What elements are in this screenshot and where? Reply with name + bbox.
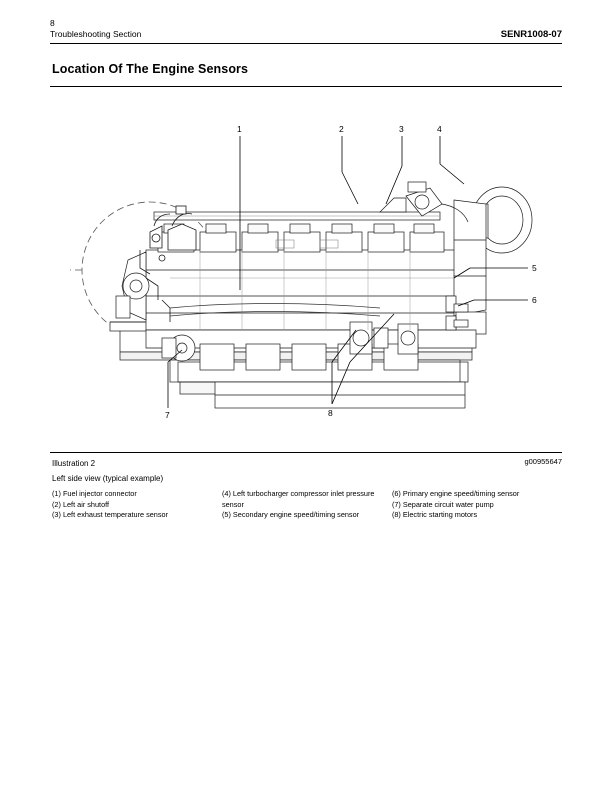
legend-column-3 (392, 489, 562, 521)
callout-8: 8 (328, 408, 333, 418)
legend-item: (1) Fuel injector connector (52, 489, 137, 498)
header-left-block (50, 18, 141, 41)
legend-item: (6) Primary engine speed/timing sensor (391, 489, 520, 498)
callout-5: 5 (532, 263, 537, 273)
legend (52, 489, 562, 521)
header-divider (50, 43, 562, 44)
document-id: SENR1008-07 (500, 28, 562, 40)
legend-column-1 (52, 489, 222, 521)
legend-item: (2) Left air shutoff (52, 499, 110, 509)
illustration-label: Illustration 2 (52, 459, 96, 468)
callout-7: 7 (165, 410, 170, 420)
callout-6: 6 (532, 295, 537, 305)
legend-column-2 (222, 489, 392, 521)
legend-item: (5) Secondary engine speed/timing sensor (221, 510, 360, 520)
callout-4: 4 (437, 124, 442, 134)
engine-illustration (50, 100, 562, 445)
callout-1: 1 (237, 124, 242, 134)
section-name: Troubleshooting Section (50, 29, 142, 40)
page-title: Location Of The Engine Sensors (52, 62, 249, 76)
legend-item: (3) Left exhaust temperature sensor (52, 510, 168, 520)
view-description: Left side view (typical example) (52, 474, 164, 483)
title-divider (50, 86, 562, 87)
graphic-id: g00955647 (524, 457, 562, 466)
legend-item: (8) Electric starting motors (391, 510, 478, 520)
engine-line-drawing (50, 100, 562, 445)
legend-item: (4) Left turbocharger compressor inlet pressure sensor (221, 489, 375, 509)
legend-item: (7) Separate circuit water pump (391, 499, 494, 509)
caption-divider (50, 452, 562, 453)
page-number: 8 (50, 18, 55, 28)
callout-2: 2 (339, 124, 344, 134)
page-header (50, 18, 562, 44)
callout-3: 3 (399, 124, 404, 134)
